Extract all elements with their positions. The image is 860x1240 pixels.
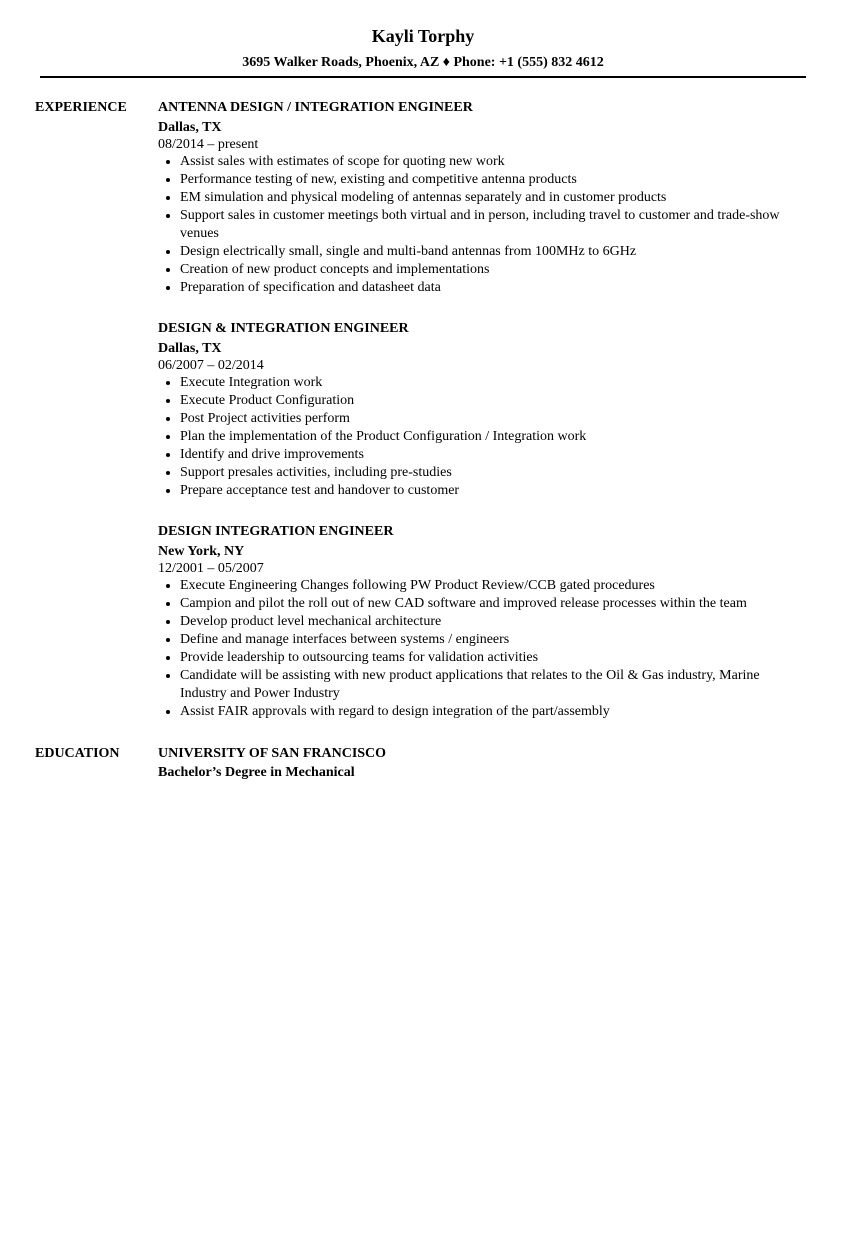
school-name: UNIVERSITY OF SAN FRANCISCO [158,746,387,761]
bullet-item: Campion and pilot the roll out of new CAD software and improved release processes within the team [158,595,808,613]
bullet-item: Prepare acceptance test and handover to customer [158,482,808,500]
contact-line: 3695 Walker Roads, Phoenix, AZ ♦ Phone: +1 (555) 832 4612 [242,55,604,70]
job-dates: 08/2014 – present [158,137,259,152]
job-responsibilities [158,577,808,721]
section-label-education: EDUCATION [35,746,120,761]
bullet-item: Plan the implementation of the Product Configuration / Integration work [158,428,808,446]
bullet-item: Post Project activities perform [158,410,808,428]
bullet-item: Design electrically small, single and multi-band antennas from 100MHz to 6GHz [158,243,808,261]
bullet-item: Creation of new product concepts and implementations [158,261,808,279]
bullet-item: Identify and drive improvements [158,446,808,464]
job-location: New York, NY [158,544,245,559]
bullet-item: Develop product level mechanical architecture [158,613,808,631]
bullet-item: EM simulation and physical modeling of antennas separately and in customer products [158,189,808,207]
job-entry [158,320,808,500]
job-title: ANTENNA DESIGN / INTEGRATION ENGINEER [158,100,473,115]
bullet-item: Assist sales with estimates of scope for quoting new work [158,153,808,171]
job-title: DESIGN & INTEGRATION ENGINEER [158,321,409,336]
bullet-item: Preparation of specification and datasheet data [158,279,808,297]
bullet-item: Execute Product Configuration [158,392,808,410]
candidate-name: Kayli Torphy [371,26,475,46]
job-responsibilities [158,374,808,500]
bullet-item: Support presales activities, including pre-studies [158,464,808,482]
job-location: Dallas, TX [158,341,222,356]
education-entry [158,745,808,783]
bullet-item: Performance testing of new, existing and competitive antenna products [158,171,808,189]
job-entry [158,99,808,297]
resume-header [40,24,806,72]
bullet-item: Define and manage interfaces between systems / engineers [158,631,808,649]
header-divider [40,76,806,78]
job-responsibilities [158,153,808,297]
job-entry [158,523,808,721]
bullet-item: Support sales in customer meetings both virtual and in person, including travel to customer and trade-show venues [158,207,808,243]
section-label-experience: EXPERIENCE [35,100,127,115]
bullet-item: Execute Integration work [158,374,808,392]
degree: Bachelor’s Degree in Mechanical [158,765,355,780]
job-title: DESIGN INTEGRATION ENGINEER [158,524,394,539]
bullet-item: Execute Engineering Changes following PW Product Review/CCB gated procedures [158,577,808,595]
bullet-item: Assist FAIR approvals with regard to design integration of the part/assembly [158,703,808,721]
experience-list [158,99,808,744]
job-dates: 12/2001 – 05/2007 [158,561,264,576]
job-dates: 06/2007 – 02/2014 [158,358,264,373]
bullet-item: Provide leadership to outsourcing teams for validation activities [158,649,808,667]
bullet-item: Candidate will be assisting with new product applications that relates to the Oil & Gas industry, Marine Industry and Power Industry [158,667,808,703]
job-location: Dallas, TX [158,120,222,135]
